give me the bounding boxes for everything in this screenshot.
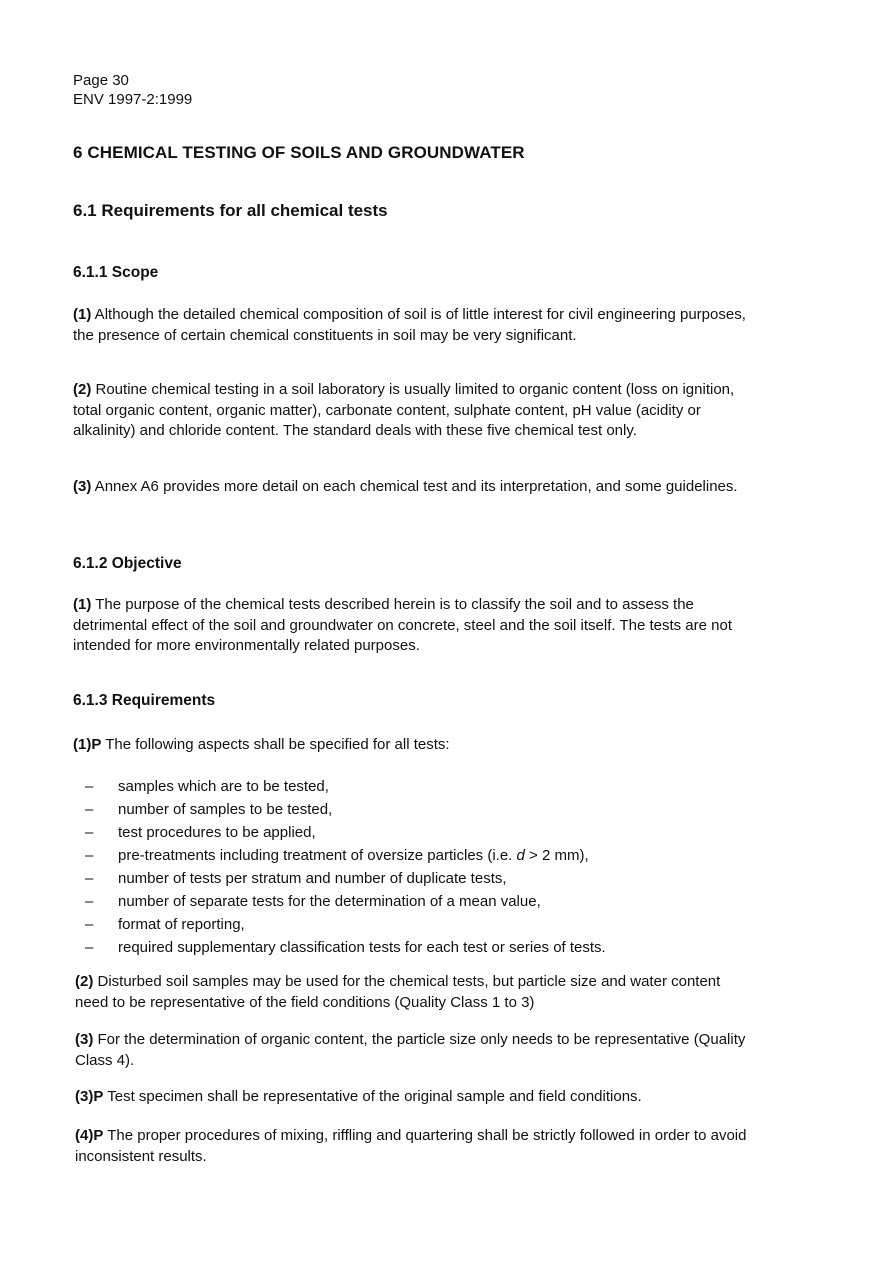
- list-item: [75, 777, 775, 800]
- clause-text: For the determination of organic content, the particle size only needs to be representative (Quality Class 4).: [75, 1031, 746, 1069]
- list-dash: –: [85, 801, 94, 818]
- diameter-variable: d: [516, 847, 525, 864]
- subsection-requirements-heading: 6.1.3 Requirements: [73, 692, 216, 709]
- clause-text: Routine chemical testing in a soil laboratory is usually limited to organic content (loss on ignition, total organic content, organic matter), carbonate content, sulphate content, pH value (acidity or alkalinity) and chloride content. The standard deals with these five chemical test only.: [73, 381, 735, 439]
- clause-number: (1)P: [73, 736, 102, 753]
- section-title: 6.1 Requirements for all chemical tests: [73, 201, 388, 220]
- list-dash: –: [85, 870, 94, 887]
- requirements-paragraph-4p: [75, 1126, 755, 1167]
- list-dash: –: [85, 824, 94, 841]
- list-dash: –: [85, 847, 94, 864]
- list-item: [75, 915, 775, 938]
- requirements-paragraph-3p: [75, 1087, 755, 1108]
- clause-text: The following aspects shall be specified for all tests:: [101, 736, 450, 753]
- requirements-paragraph-3: [75, 1030, 755, 1071]
- list-item: [75, 869, 775, 892]
- clause-number: (3): [73, 478, 92, 495]
- clause-number: (1): [73, 596, 92, 613]
- requirements-paragraph-1: [73, 735, 753, 756]
- objective-paragraph-1: [73, 595, 753, 657]
- clause-number: (2): [73, 381, 92, 398]
- requirements-paragraph-2: [75, 972, 755, 1013]
- subsection-objective-heading: 6.1.2 Objective: [73, 555, 182, 572]
- clause-text: The proper procedures of mixing, riffling and quartering shall be strictly followed in order to avoid inconsistent results.: [75, 1127, 747, 1165]
- clause-number: (4)P: [75, 1127, 104, 1144]
- clause-text: The purpose of the chemical tests described herein is to classify the soil and to assess the detrimental effect of the soil and groundwater on concrete, steel and the soil itself. The tests are not intended for more environmentally related purposes.: [73, 596, 732, 654]
- list-item-text: test procedures to be applied,: [118, 824, 316, 841]
- list-dash: –: [85, 916, 94, 933]
- subsection-scope-heading: 6.1.1 Scope: [73, 264, 159, 281]
- clause-number: (3)P: [75, 1088, 104, 1105]
- list-item-text: number of separate tests for the determination of a mean value,: [118, 893, 541, 910]
- list-item: [75, 938, 775, 961]
- list-item-text: number of samples to be tested,: [118, 801, 333, 818]
- chapter-title: 6 CHEMICAL TESTING OF SOILS AND GROUNDWATER: [73, 143, 525, 162]
- clause-text: Although the detailed chemical composition of soil is of little interest for civil engineering purposes, the presence of certain chemical constituents in soil may be very significant.: [73, 306, 746, 344]
- clause-number: (3): [75, 1031, 94, 1048]
- clause-text: Test specimen shall be representative of the original sample and field conditions.: [103, 1088, 642, 1105]
- scope-paragraph-2: [73, 380, 753, 442]
- clause-text: Annex A6 provides more detail on each chemical test and its interpretation, and some guidelines.: [91, 478, 738, 495]
- list-dash: –: [85, 893, 94, 910]
- standard-reference: ENV 1997-2:1999: [73, 91, 193, 108]
- scope-paragraph-3: [73, 477, 753, 498]
- list-dash: –: [85, 778, 94, 795]
- page-number: Page 30: [73, 72, 129, 89]
- requirements-list: [75, 777, 775, 961]
- list-item-text: required supplementary classification tests for each test or series of tests.: [118, 939, 606, 956]
- list-item: [75, 846, 775, 869]
- list-item: [75, 823, 775, 846]
- list-item-text: pre-treatments including treatment of oversize particles (i.e.: [118, 847, 517, 864]
- list-item-text: format of reporting,: [118, 916, 245, 933]
- list-item-text: samples which are to be tested,: [118, 778, 329, 795]
- list-item: [75, 800, 775, 823]
- list-item-text: number of tests per stratum and number of duplicate tests,: [118, 870, 507, 887]
- list-dash: –: [85, 939, 94, 956]
- clause-number: (1): [73, 306, 92, 323]
- list-item: [75, 892, 775, 915]
- clause-number: (2): [75, 973, 94, 990]
- clause-text: Disturbed soil samples may be used for the chemical tests, but particle size and water content need to be representative of the field conditions (Quality Class 1 to 3): [75, 973, 721, 1011]
- list-item-text: > 2 mm),: [524, 847, 589, 864]
- scope-paragraph-1: [73, 305, 753, 346]
